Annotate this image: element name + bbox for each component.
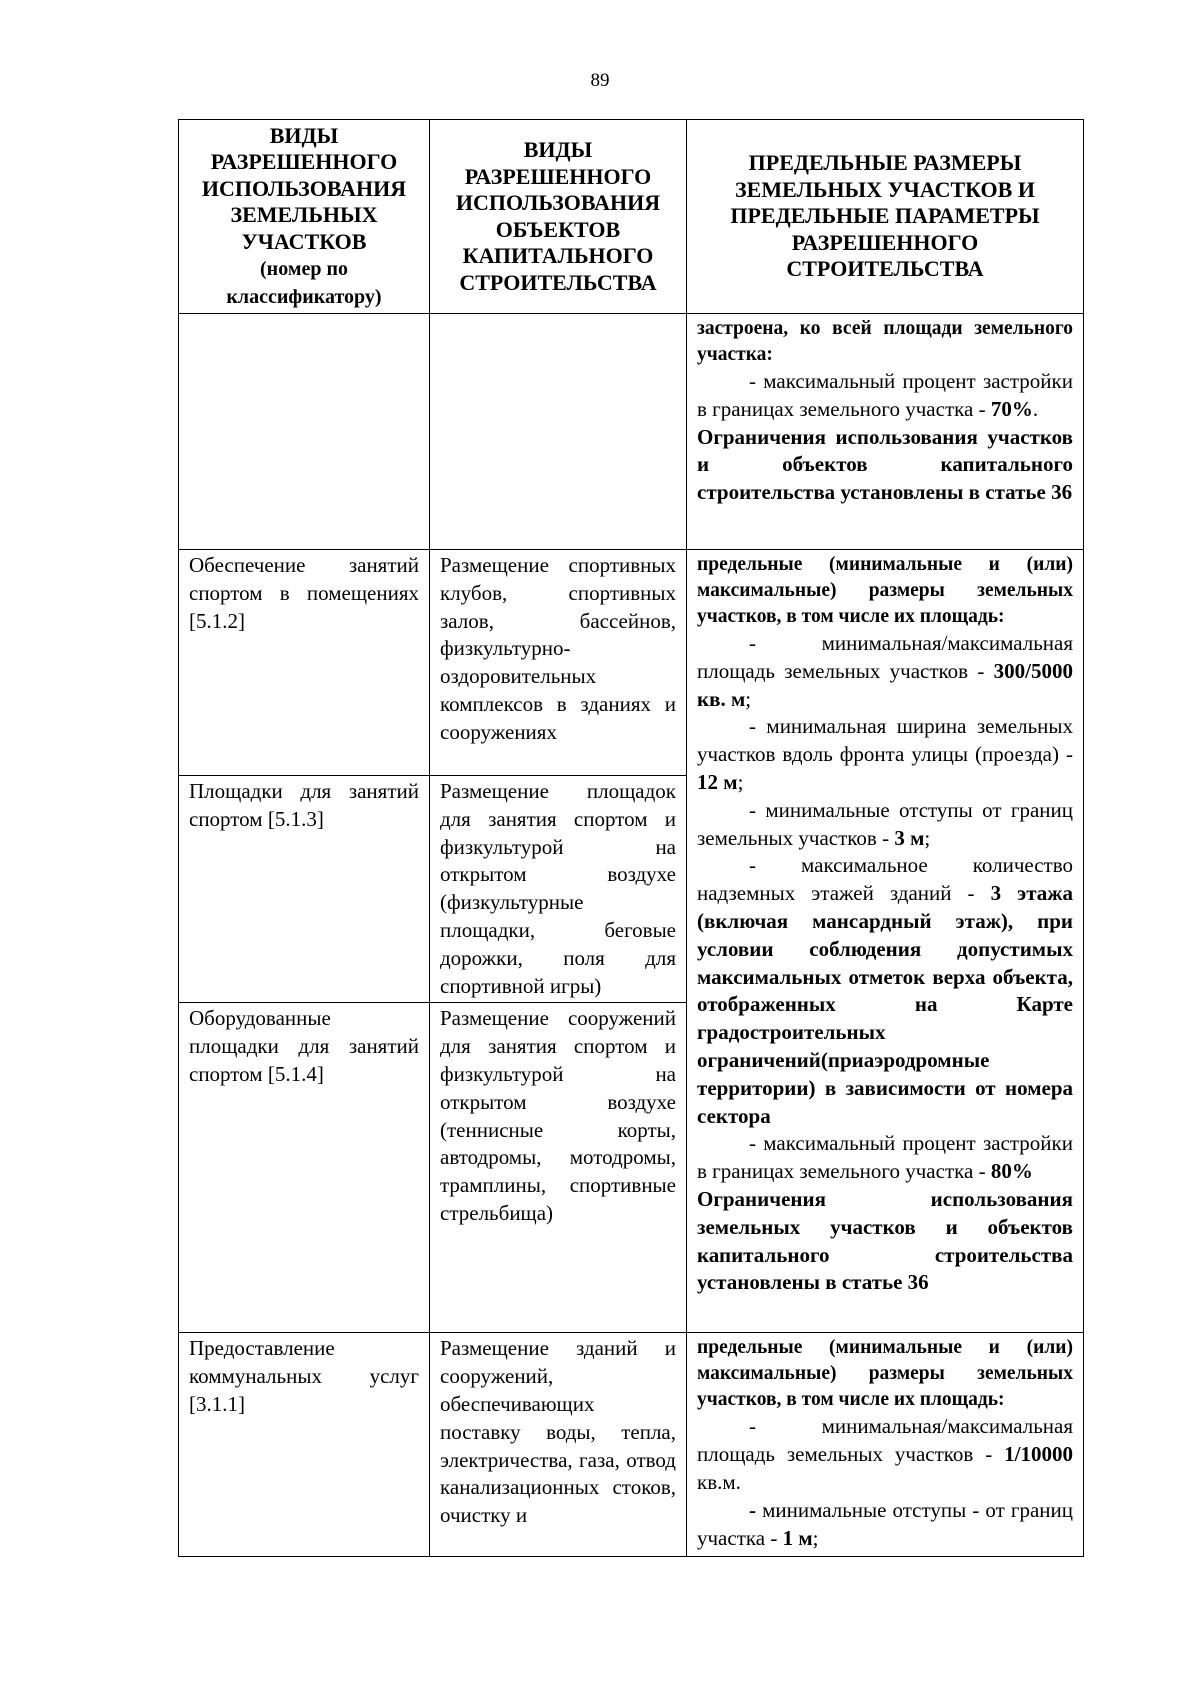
limits-area xyxy=(697,630,1073,713)
table-row xyxy=(179,314,1084,550)
row4-limits-setback-value: 1 м xyxy=(782,1525,813,1550)
row2-col1: Площадки для занятий спортом [5.1.3] xyxy=(179,776,430,1003)
row4-col3 xyxy=(687,1333,1084,1557)
limits-width-value: 12 м xyxy=(697,769,738,794)
row1-col1: Обеспечение занятий спортом в помещениях [5.1.2] xyxy=(179,550,430,776)
row4-limits-setback-text: минимальные отступы - от границ участка - xyxy=(697,1497,1073,1550)
limits-max-percent-text: - максимальный процент застройки в границах земельного участка - xyxy=(697,1131,1073,1184)
limits-intro: предельные (минимальные и (или) максимальные) размеры земельных участков, в том числе их площадь: xyxy=(697,554,1073,627)
row0-col2 xyxy=(430,314,687,550)
row4-limits-setback-dash: - xyxy=(749,1497,756,1522)
header-land-use-subtitle: (номер по классификатору) xyxy=(226,258,382,308)
row4-limits-setback xyxy=(697,1497,1073,1553)
merged-limits-cell xyxy=(687,550,1084,1333)
table-row xyxy=(179,550,1084,776)
limits-width-end: ; xyxy=(737,769,744,794)
limits-restrictions: Ограничения использования земельных участков и объектов капитального строительства установлены в статье 36 xyxy=(697,1186,1073,1295)
table-row xyxy=(179,1333,1084,1557)
row4-limits-area-text: - минимальная/максимальная площадь земельных участков - xyxy=(697,1414,1073,1467)
limits-area-text: - минимальная/максимальная площадь земельных участков - xyxy=(697,631,1073,683)
limits-area-value: 300/5000 кв. м xyxy=(697,658,1073,711)
limits-floors-value: 3 этажа (включая мансардный этаж), при условии соблюдения допустимых максимальных отметок верха объекта, отображенных на Карте градостроительных ограничений(приаэродромные территории) в зависимости от номера сектора xyxy=(697,881,1074,1128)
header-limits: ПРЕДЕЛЬНЫЕ РАЗМЕРЫ ЗЕМЕЛЬНЫХ УЧАСТКОВ И ПРЕДЕЛЬНЫЕ ПАРАМЕТРЫ РАЗРЕШЕННОГО СТРОИТЕЛЬСТВА xyxy=(687,120,1084,314)
row0-max-percent xyxy=(697,368,1073,424)
row4-limits-area xyxy=(697,1413,1073,1496)
row0-restrictions: Ограничения использования участков и объектов капитального строительства установлены в статье 36 xyxy=(697,424,1073,505)
row4-col1: Предоставление коммунальных услуг [3.1.1] xyxy=(179,1333,430,1557)
page-number: 89 xyxy=(590,70,610,91)
limits-max-percent-value: 80% xyxy=(990,1159,1033,1184)
row0-col3 xyxy=(687,314,1084,550)
limits-setback-text: - минимальные отступы от границ земельных участков - xyxy=(697,797,1073,850)
limits-setback-end: ; xyxy=(924,825,931,850)
header-land-use-title: ВИДЫ РАЗРЕШЕННОГО ИСПОЛЬЗОВАНИЯ ЗЕМЕЛЬНЫХ УЧАСТКОВ xyxy=(201,122,407,254)
limits-setback xyxy=(697,797,1073,853)
row4-col2: Размещение зданий и сооружений, обеспечивающих поставку воды, тепла, электричества, газа, отвод канализационных стоков, очистку и xyxy=(430,1333,687,1557)
row3-col1: Оборудованные площадки для занятий спортом [5.1.4] xyxy=(179,1003,430,1333)
row4-limits-area-end: кв.м. xyxy=(697,1469,741,1494)
row2-col2: Размещение площадок для занятия спортом и физкультурой на открытом воздухе (физкультурные площадки, беговые дорожки, поля для спортивной игры) xyxy=(430,776,687,1003)
row0-max-percent-value: 70% xyxy=(990,396,1033,421)
row4-limits-area-value: 1/10000 xyxy=(1004,1442,1073,1467)
limits-floors xyxy=(697,852,1073,1130)
header-row xyxy=(179,120,1084,314)
header-object-use: ВИДЫ РАЗРЕШЕННОГО ИСПОЛЬЗОВАНИЯ ОБЪЕКТОВ КАПИТАЛЬНОГО СТРОИТЕЛЬСТВА xyxy=(430,120,687,314)
row4-limits-setback-end: ; xyxy=(812,1525,819,1550)
limits-floors-text: - максимальное количество надземных этажей зданий - xyxy=(697,853,1073,906)
row0-max-percent-end: . xyxy=(1032,396,1039,421)
limits-area-end: ; xyxy=(745,686,752,711)
row1-col2: Размещение спортивных клубов, спортивных залов, бассейнов, физкультурно-оздоровительных комплексов в зданиях и сооружениях xyxy=(430,550,687,776)
limits-width-text: - минимальная ширина земельных участков вдоль фронта улицы (проезда) - xyxy=(697,714,1073,767)
row4-limits-intro: предельные (минимальные и (или) максимальные) размеры земельных участков, в том числе их площадь: xyxy=(697,1337,1073,1411)
row0-max-percent-text: - максимальный процент застройки в границах земельного участка - xyxy=(697,369,1073,421)
limits-setback-value: 3 м xyxy=(894,825,925,850)
row0-continuation: застроена, ко всей площади земельного участка: xyxy=(697,318,1073,365)
limits-width xyxy=(697,713,1073,796)
zoning-table xyxy=(178,119,1084,1557)
row3-col2: Размещение сооружений для занятия спортом и физкультурой на открытом воздухе (теннисные корты, автодромы, мотодромы, трамплины, спортивные стрельбища) xyxy=(430,1003,687,1333)
limits-max-percent xyxy=(697,1130,1073,1186)
row0-col1 xyxy=(179,314,430,550)
header-land-use xyxy=(179,120,430,314)
